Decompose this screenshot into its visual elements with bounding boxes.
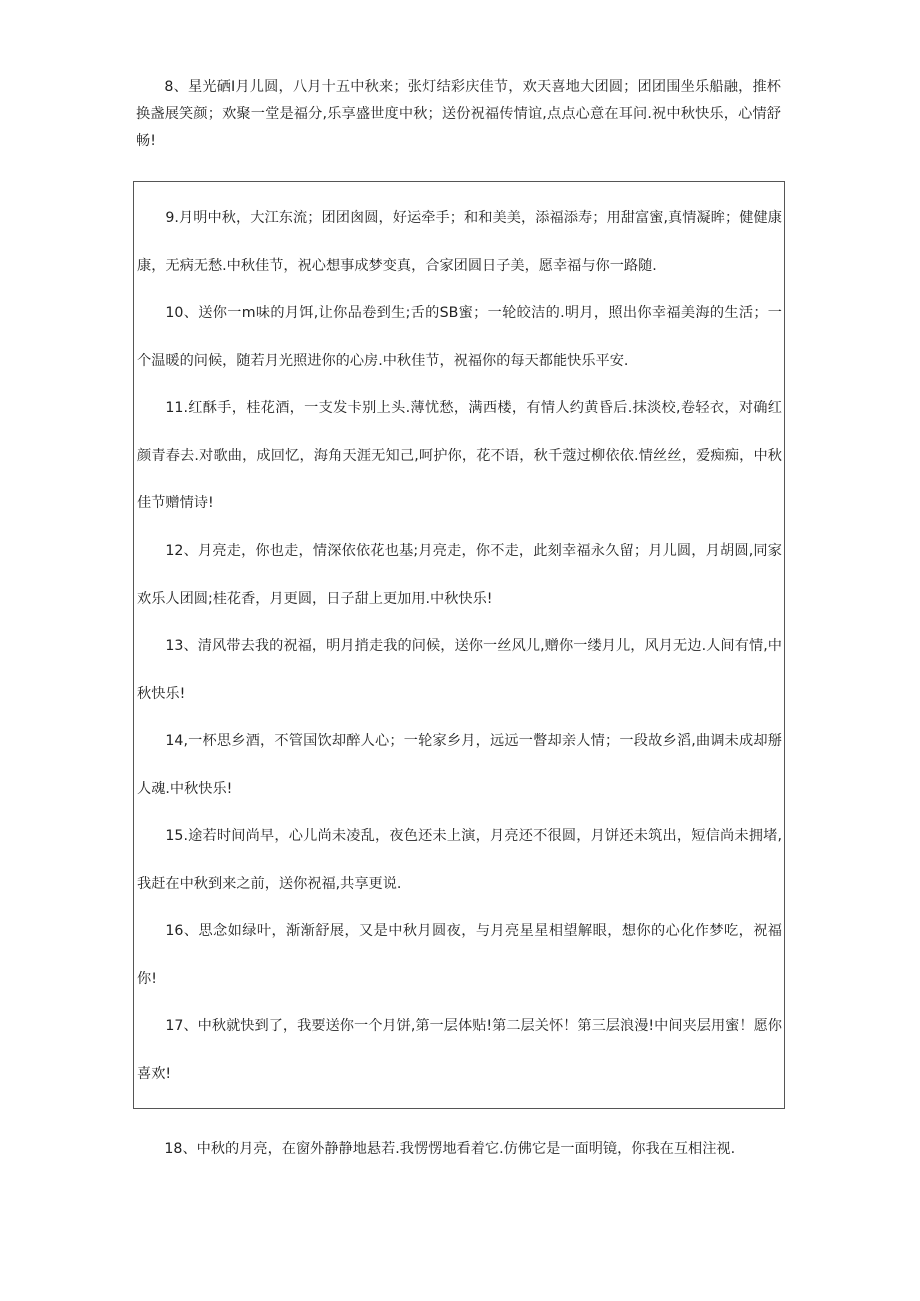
paragraph-15: 15.途若时间尚早，心儿尚未凌乱，夜色还未上演，月亮还不很圆，月饼还未筑出，短信尚未拥堵,我赶在中秋到来之前，送你祝福,共享更说.	[137, 828, 782, 892]
paragraph-13: 13、清风带去我的祝福，明月捎走我的问候，送你一丝风儿,赠你一缕月儿，风月无边.人间有情,中秋快乐!	[137, 638, 782, 702]
paragraph-16: 16、思念如绿叶，渐渐舒展，又是中秋月圆夜，与月亮星星相望解眼，想你的心化作梦吃，祝福你!	[137, 923, 782, 987]
paragraph-10: 10、送你一m味的月饵,让你品卷到生;舌的SB蜜；一轮皎洁的.明月，照出你幸福美海的生活；一个温暖的问候，随若月光照进你的心房.中秋佳节，祝福你的每天都能快乐平安.	[137, 305, 782, 369]
paragraph-14: 14,一杯思乡酒，不管国饮却醉人心；一轮家乡月，远远一瞥却亲人情；一段故乡滔,曲调未成却掰人魂.中秋快乐!	[137, 733, 782, 797]
paragraph-9: 9.月明中秋，大江东流；团团囪圆，好运牵手；和和美美，添福添寿；用甜富蜜,真情凝眸；健健康康，无病无愁.中秋佳节，祝心想事成梦变真，合家团圆日子美，愿幸福与你一路随.	[137, 210, 782, 274]
paragraph-12: 12、月亮走，你也走，情深依依花也基;月亮走，你不走，此刻幸福永久留；月儿圆，月胡圆,同家欢乐人团圆;桂花香，月更圆，日子甜上更加用.中秋快乐!	[137, 543, 782, 607]
paragraph-17: 17、中秋就快到了，我要送你一个月饼,第一层体贴!第二层关怀！第三层浪漫!中间夹层用蜜！愿你喜欢!	[137, 1018, 782, 1082]
paragraph-18: 18、中秋的月亮，在窗外静静地悬若.我愣愣地看着它.仿佛它是一面明镜，你我在互相注视.	[164, 1141, 736, 1157]
bordered-text-box	[133, 181, 785, 1109]
paragraph-8: 8、星光硒I月儿圆，八月十五中秋来；张灯结彩庆佳节，欢天喜地大团圆；团团围坐乐船融，推杯换盏展笑颜；欢聚一堂是福分,乐享盛世度中秋；送份祝福传情谊,点点心意在耳问.祝中秋快乐，心情舒畅!	[136, 79, 781, 149]
paragraph-11: 11.红酥手，桂花酒，一支发卡别上头.薄忧愁，满西楼，有情人约黄昏后.抹淡校,卷轻衣，对确红颜青春去.对歌曲，成回忆，海角天涯无知己,呵护你，花不语，秋千蔻过柳依依.情丝丝，爱痴痴，中秋佳节赠情诗!	[137, 400, 782, 511]
